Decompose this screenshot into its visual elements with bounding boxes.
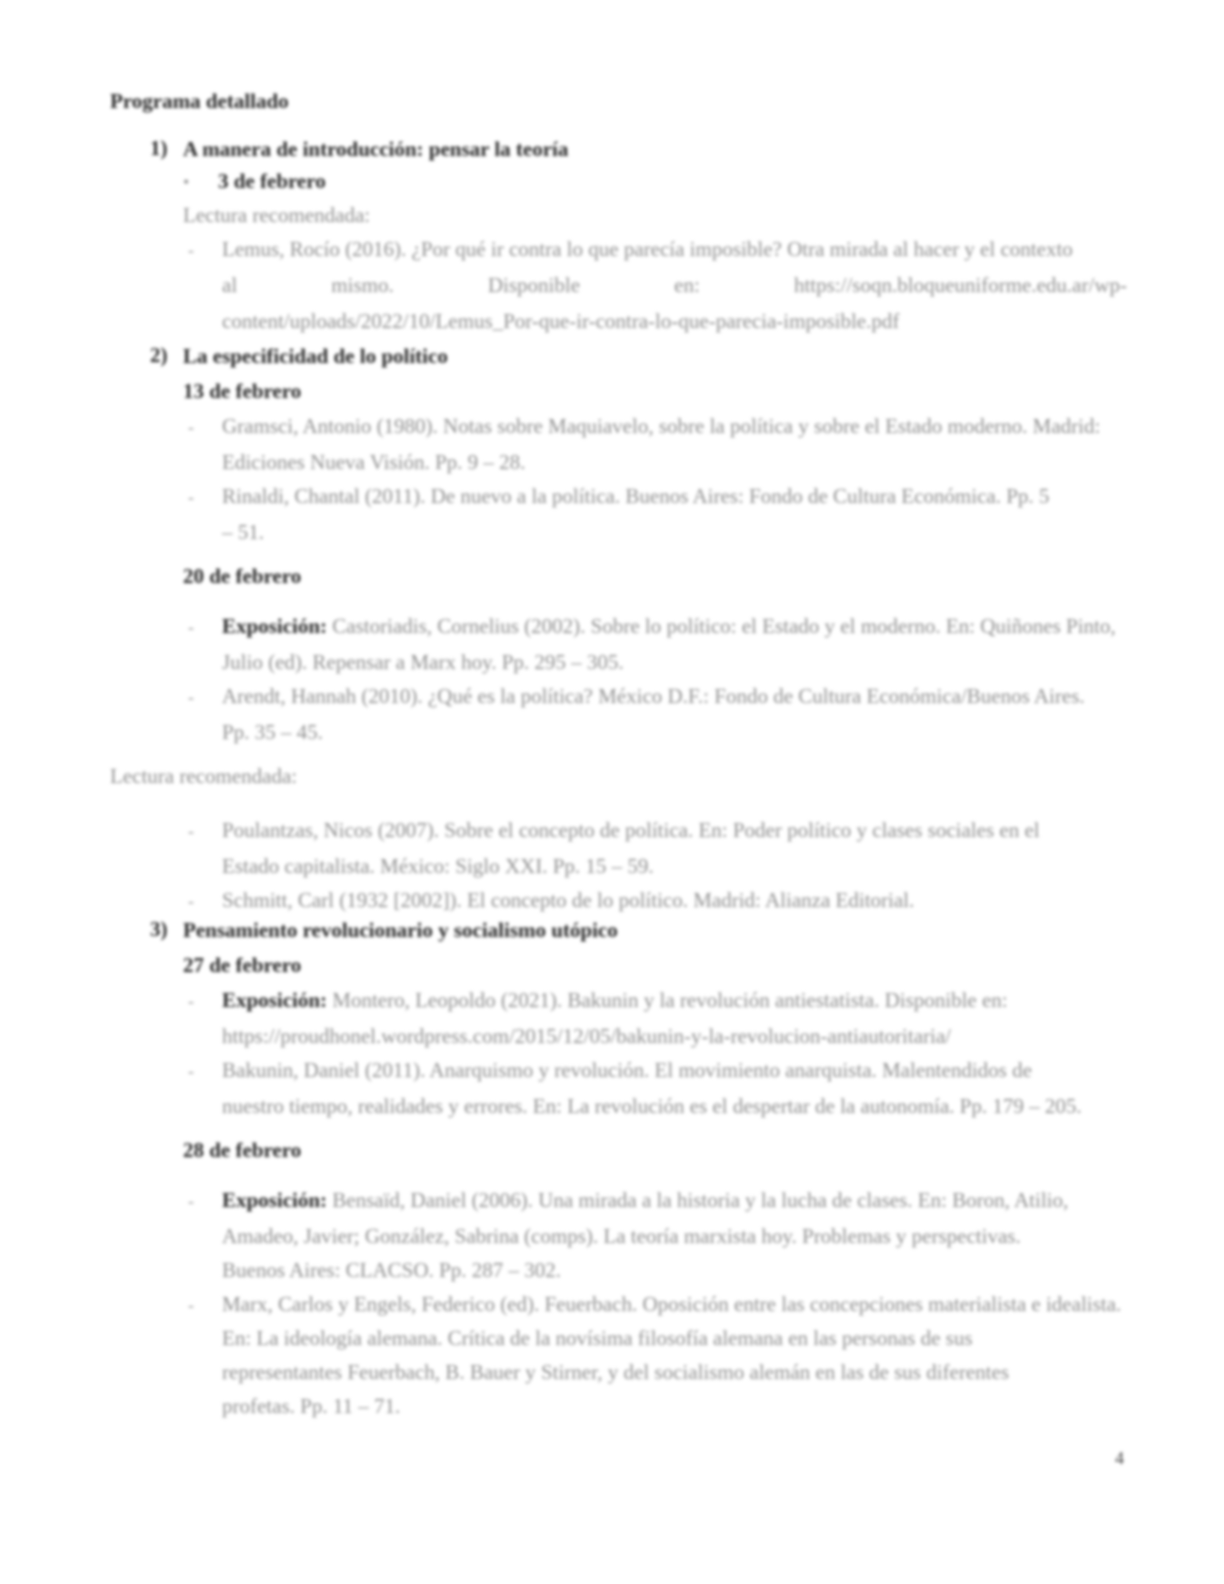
- reference-text: Castoriadis, Cornelius (2002). Sobre lo político: el Estado y el moderno. En: Quiñones Pinto,: [332, 614, 1116, 638]
- list-bullet: -: [188, 1191, 194, 1211]
- section-3-number: 3): [150, 917, 168, 941]
- date-label: 28 de febrero: [183, 1138, 302, 1162]
- reference-line: Rinaldi, Chantal (2011). De nuevo a la política. Buenos Aires: Fondo de Cultura Económica. Pp. 5: [222, 484, 1050, 508]
- reference-line: Lemus, Rocío (2016). ¿Por qué ir contra lo que parecía imposible? Otra mirada al hacer y el contexto: [222, 237, 1073, 261]
- recommended-label: Lectura recomendada:: [110, 764, 298, 788]
- reference-line: Schmitt, Carl (1932 [2002]). El concepto de lo político. Madrid: Alianza Editorial.: [222, 888, 915, 912]
- reference-line: Buenos Aires: CLACSO. Pp. 287 – 302.: [222, 1258, 561, 1282]
- reference-line: Marx, Carlos y Engels, Federico (ed). Feuerbach. Oposición entre las concepciones materialista e idealista.: [222, 1292, 1122, 1316]
- page-heading: Programa detallado: [110, 89, 289, 113]
- reference-line: Arendt, Hannah (2010). ¿Qué es la política? México D.F.: Fondo de Cultura Económica/Buenos Aires.: [222, 684, 1085, 708]
- reference-text: Montero, Leopoldo (2021). Bakunin y la revolución antiestatista. Disponible en:: [332, 988, 1008, 1012]
- reference-line: [222, 987, 1127, 1013]
- reference-line: representantes Feuerbach, B. Bauer y Stirner, y del socialismo alemán en las de sus diferentes: [222, 1360, 1009, 1384]
- reference-line: [222, 1187, 1127, 1213]
- list-bullet: -: [188, 1061, 194, 1081]
- list-bullet: -: [188, 487, 194, 507]
- exposition-label: Exposición:: [222, 614, 328, 638]
- list-bullet: -: [188, 1295, 194, 1315]
- section-3-title: Pensamiento revolucionario y socialismo utópico: [183, 918, 618, 942]
- section-1-title: A manera de introducción: pensar la teoría: [183, 137, 569, 161]
- list-bullet: -: [188, 821, 194, 841]
- date-bullet: •: [183, 172, 190, 192]
- section-2-number: 2): [150, 343, 168, 367]
- list-bullet: -: [188, 240, 194, 260]
- recommended-label: Lectura recomendada:: [183, 203, 371, 227]
- page-number: 4: [1115, 1448, 1124, 1468]
- reference-line: profetas. Pp. 11 – 71.: [222, 1394, 401, 1418]
- reference-line: Amadeo, Javier; González, Sabrina (comps). La teoría marxista hoy. Problemas y perspectivas.: [222, 1224, 1021, 1248]
- reference-line: [222, 613, 1127, 639]
- reference-line: En: La ideología alemana. Crítica de la novísima filosofía alemana en las personas de sus: [222, 1326, 973, 1350]
- reference-line: al mismo. Disponible en: https://soqn.bloqueuniforme.edu.ar/wp-: [222, 273, 1127, 297]
- list-bullet: -: [188, 891, 194, 911]
- exposition-label: Exposición:: [222, 988, 328, 1012]
- reference-line: Estado capitalista. México: Siglo XXI. Pp. 15 – 59.: [222, 854, 654, 878]
- date-label: 27 de febrero: [183, 953, 302, 977]
- date-label: 20 de febrero: [183, 564, 302, 588]
- section-1-number: 1): [150, 136, 168, 160]
- date-label: 3 de febrero: [218, 169, 326, 193]
- list-bullet: -: [188, 417, 194, 437]
- reference-text: Bensaïd, Daniel (2006). Una mirada a la historia y la lucha de clases. En: Boron, Atilio,: [332, 1188, 1069, 1212]
- reference-line: Poulantzas, Nicos (2007). Sobre el concepto de política. En: Poder político y clases sociales en el: [222, 818, 1040, 842]
- reference-line: Gramsci, Antonio (1980). Notas sobre Maquiavelo, sobre la política y sobre el Estado moderno. Madrid:: [222, 414, 1101, 438]
- reference-line: https://proudhonel.wordpress.com/2015/12/05/bakunin-y-la-revolucion-antiautoritaria/: [222, 1024, 952, 1048]
- reference-line: Pp. 35 – 45.: [222, 720, 323, 744]
- reference-line: Ediciones Nueva Visión. Pp. 9 – 28.: [222, 450, 526, 474]
- reference-line: nuestro tiempo, realidades y errores. En: La revolución es el despertar de la autonomía. Pp. 179 – 205.: [222, 1094, 1082, 1118]
- list-bullet: -: [188, 991, 194, 1011]
- list-bullet: -: [188, 687, 194, 707]
- reference-line: – 51.: [222, 520, 264, 544]
- date-label: 13 de febrero: [183, 379, 302, 403]
- list-bullet: -: [188, 617, 194, 637]
- section-2-title: La especificidad de lo político: [183, 344, 448, 368]
- reference-line: content/uploads/2022/10/Lemus_Por-que-ir-contra-lo-que-parecia-imposible.pdf: [222, 309, 900, 333]
- exposition-label: Exposición:: [222, 1188, 328, 1212]
- reference-line: Julio (ed). Repensar a Marx hoy. Pp. 295 – 305.: [222, 650, 624, 674]
- reference-line: Bakunin, Daniel (2011). Anarquismo y revolución. El movimiento anarquista. Malentendidos de: [222, 1058, 1032, 1082]
